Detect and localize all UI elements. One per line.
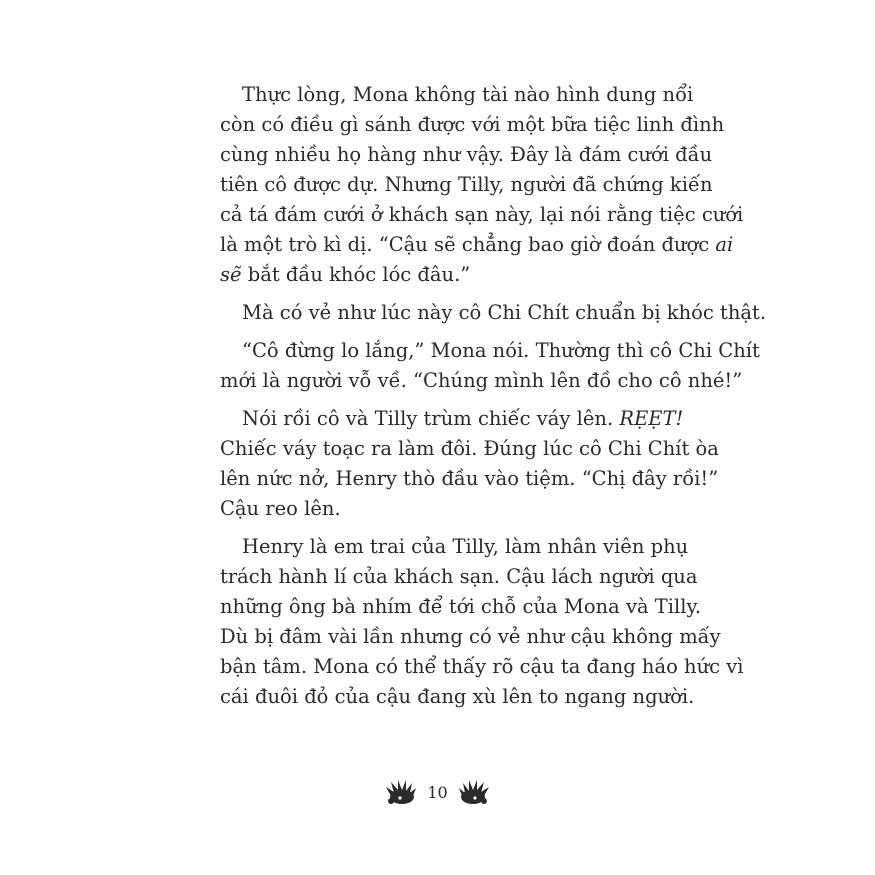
text-line: “Cô đừng lo lắng,” Mona nói. Thường thì cô Chi Chít [242,339,760,362]
text-line: Dù bị đâm vài lần nhưng có vẻ như cậu không mấy [220,625,721,648]
text-line: cả tá đám cưới ở khách sạn này, lại nói rằng tiệc cưới [220,203,744,226]
page-number: 10 [427,782,448,802]
text-line: Mà có vẻ như lúc này cô Chi Chít chuẩn bị khóc thật. [242,301,767,324]
text-line: là một trò kì dị. “Cậu sẽ chẳng bao giờ đoán được ai [220,233,734,256]
text-line: tiên cô được dự. Nhưng Tilly, người đã chứng kiến [220,173,713,196]
text-line: Nói rồi cô và Tilly trùm chiếc váy lên. RẸẸT! [242,407,684,430]
paragraph [220,404,719,524]
paragraph [220,298,767,328]
text-line: cùng nhiều họ hàng như vậy. Đây là đám cưới đầu [220,143,713,166]
paragraph [220,532,744,712]
text-line: những ông bà nhím để tới chỗ của Mona và Tilly. [220,595,702,618]
paragraph [220,336,760,396]
paragraph [220,80,744,290]
text-line: Henry là em trai của Tilly, làm nhân viên phụ [242,535,689,558]
text-line: bận tâm. Mona có thể thấy rõ cậu ta đang háo hức vì [220,655,744,678]
text-line: Chiếc váy toạc ra làm đôi. Đúng lúc cô Chi Chít òa [220,437,719,460]
hedgehog-ornament-left-icon [383,777,419,807]
text-line: Cậu reo lên. [220,497,341,520]
text-line: lên nức nở, Henry thò đầu vào tiệm. “Chị đây rồi!” [220,467,719,490]
text-line: còn có điều gì sánh được với một bữa tiệc linh đình [220,113,725,136]
text-line: cái đuôi đỏ của cậu đang xù lên to ngang người. [220,685,695,708]
text-line: sẽ bắt đầu khóc lóc đâu.” [220,263,471,286]
page-footer [380,774,495,810]
hedgehog-ornament-right-icon [456,777,492,807]
text-line: mới là người vỗ về. “Chúng mình lên đồ cho cô nhé!” [220,369,743,392]
text-line: trách hành lí của khách sạn. Cậu lách người qua [220,565,698,588]
text-line: Thực lòng, Mona không tài nào hình dung nổi [242,83,694,106]
body-text [220,80,767,712]
